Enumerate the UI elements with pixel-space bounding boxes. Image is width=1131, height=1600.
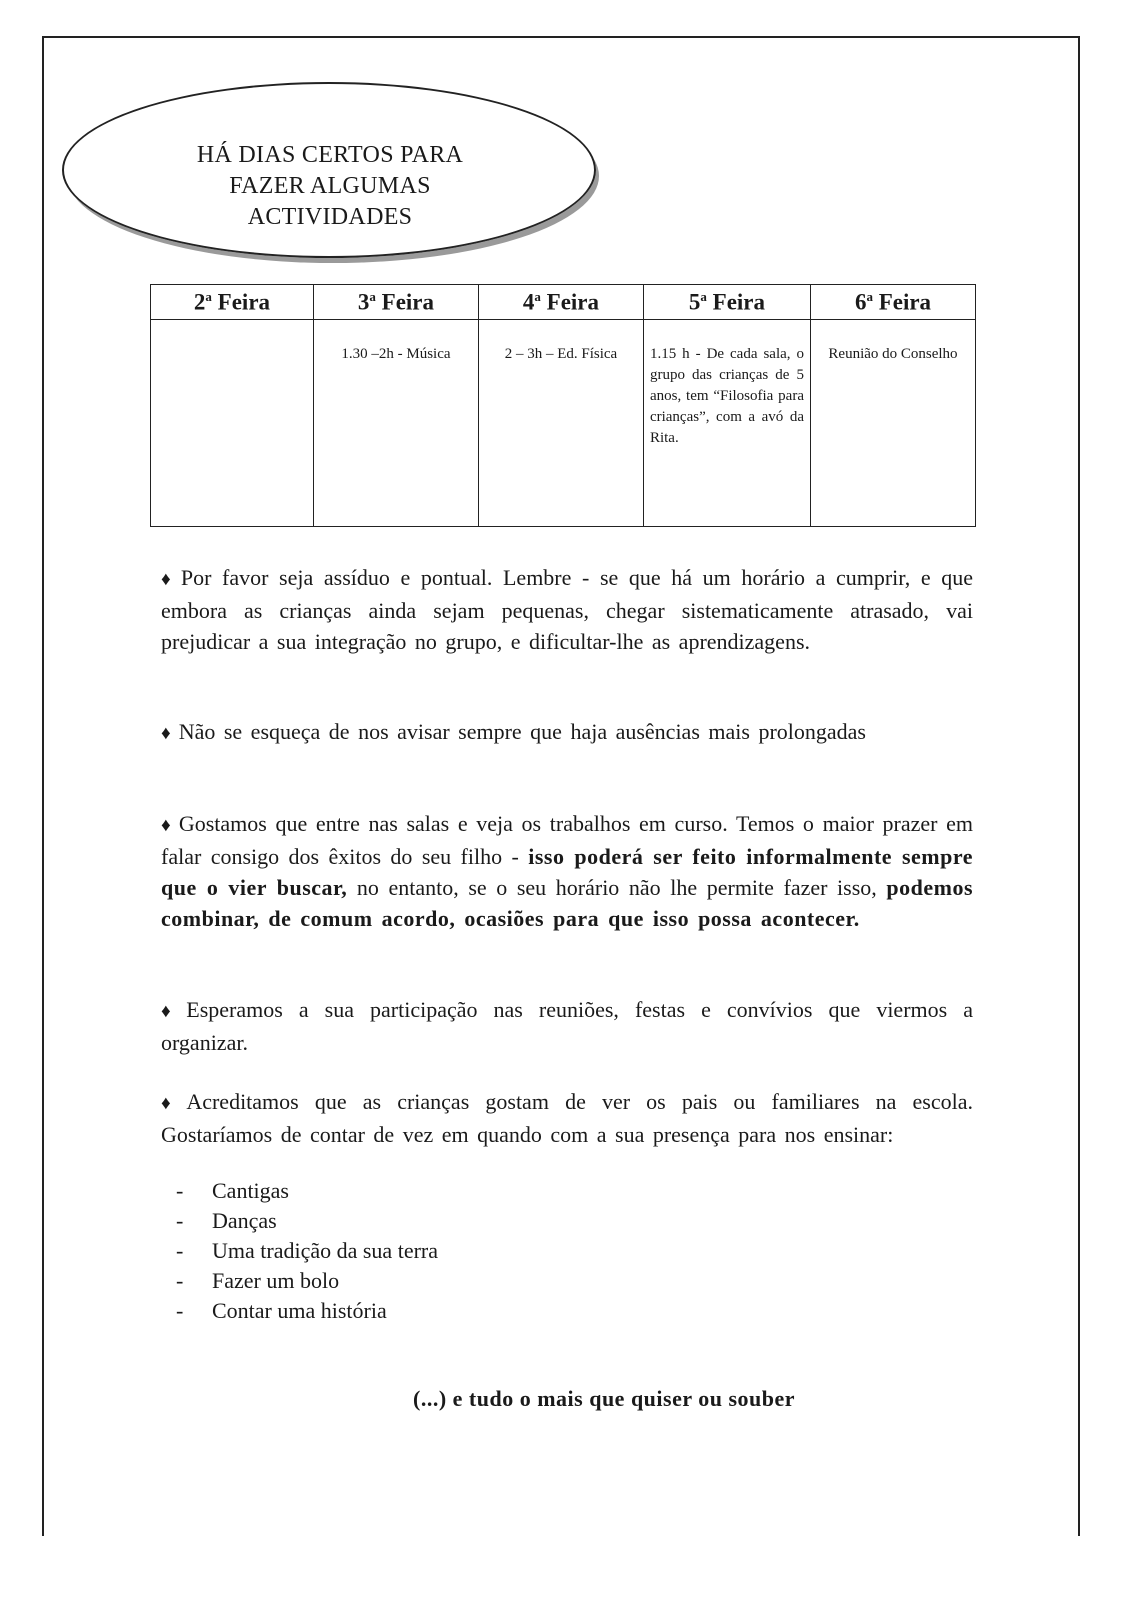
diamond-bullet-icon: ♦ [161, 1093, 179, 1114]
list-item: - Cantigas [176, 1176, 438, 1206]
cell-tuesday: 1.30 –2h - Música [313, 320, 478, 527]
dash-bullet: - [176, 1178, 184, 1203]
schedule-header-row [151, 285, 976, 320]
list-item: - Contar uma história [176, 1296, 438, 1326]
dash-bullet: - [176, 1268, 184, 1293]
page-title [130, 140, 530, 233]
paragraph-participation: ♦ Esperamos a sua participação nas reuniões, festas e convívios que viermos a organizar. [161, 997, 973, 1055]
title-line: ACTIVIDADES [247, 204, 413, 230]
cell-friday: Reunião do Conselho [810, 320, 975, 527]
teaching-list [176, 1176, 438, 1326]
title-line: HÁ DIAS CERTOS PARA [196, 142, 464, 168]
diamond-bullet-icon: ♦ [161, 723, 171, 744]
header-friday: 6$^a$ Feira [810, 285, 975, 320]
cell-wednesday: 2 – 3h – Ed. Física [478, 320, 643, 527]
list-item: - Uma tradição da sua terra [176, 1236, 438, 1266]
title-line: FAZER ALGUMAS [229, 173, 431, 199]
paragraph-absences: ♦ Não se esqueça de nos avisar sempre que haja ausências mais prolongadas [161, 719, 866, 744]
diamond-bullet-icon: ♦ [161, 1001, 179, 1022]
header-monday: 2$^a$ Feira [151, 285, 314, 320]
diamond-bullet-icon: ♦ [161, 815, 171, 836]
header-tuesday: 3$^a$ Feira [313, 285, 478, 320]
dash-bullet: - [176, 1238, 184, 1263]
closing-line: (...) e tudo o mais que quiser ou souber [413, 1386, 796, 1411]
dash-bullet: - [176, 1298, 184, 1323]
paragraph-visits: ♦ Gostamos que entre nas salas e veja os trabalhos em curso. Temos o maior prazer em falar consigo dos êxitos do seu filho - isso poderá ser feito informalmente sempre que o vier buscar, no entanto, se o seu horário não lhe permite fazer isso, podemos combinar, de comum acordo, ocasiões para que isso possa acontecer. [161, 811, 974, 931]
schedule-table [150, 284, 976, 527]
cell-thursday: 1.15 h - De cada sala, o grupo das crianças de 5 anos, tem “Filosofia para crianças”, com a avó da Rita. [643, 320, 810, 527]
list-item: - Fazer um bolo [176, 1266, 438, 1296]
header-thursday: 5$^a$ Feira [643, 285, 810, 320]
header-wednesday: 4$^a$ Feira [478, 285, 643, 320]
dash-bullet: - [176, 1208, 184, 1233]
paragraph-family-presence: ♦ Acreditamos que as crianças gostam de ver os pais ou familiares na escola. Gostaríamos de contar de vez em quando com a sua presença para nos ensinar: [161, 1089, 973, 1147]
diamond-bullet-icon: ♦ [161, 569, 173, 590]
list-item: - Danças [176, 1206, 438, 1236]
schedule-body-row [151, 320, 976, 527]
cell-monday [151, 320, 314, 527]
paragraph-punctuality: ♦ Por favor seja assíduo e pontual. Lembre - se que há um horário a cumprir, e que embora as crianças ainda sejam pequenas, chegar sistematicamente atrasado, vai prejudicar a sua integração no grupo, e dificultar-lhe as aprendizagens. [161, 565, 973, 654]
